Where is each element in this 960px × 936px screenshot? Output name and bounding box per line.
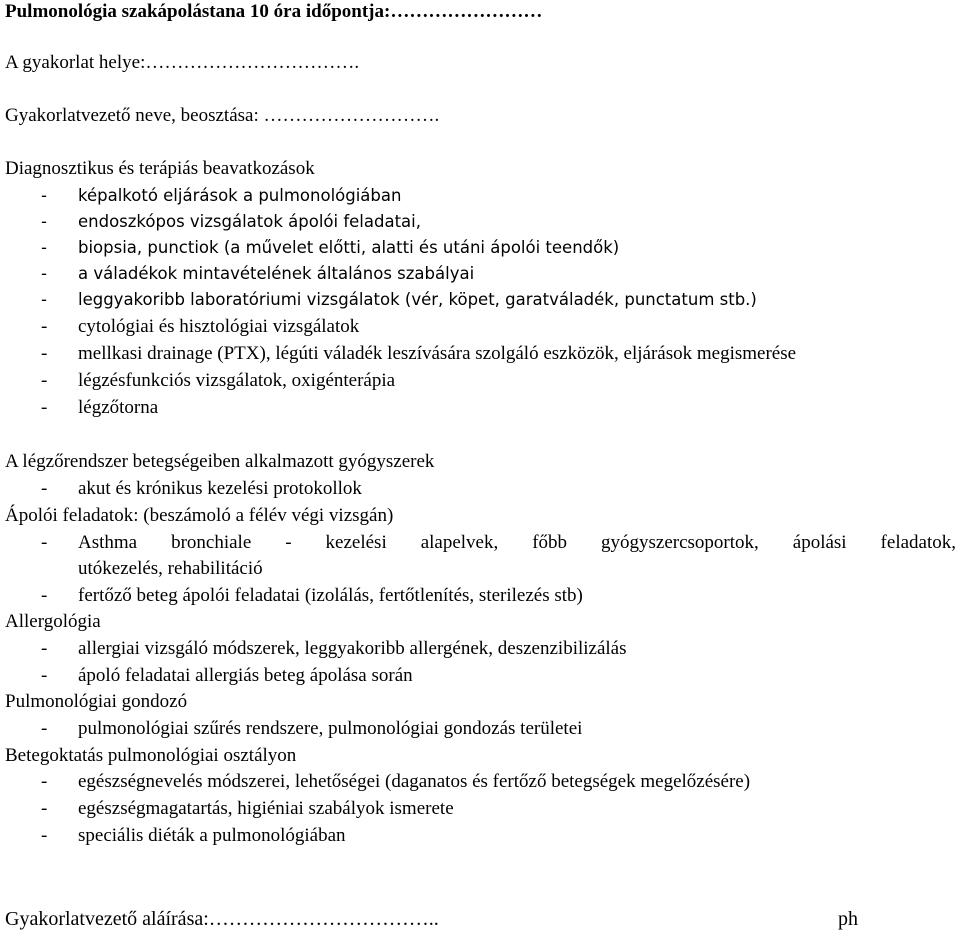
- bullet-dash: -: [41, 397, 48, 418]
- list-item-text: a váladékok mintavételének általános szabályai: [78, 264, 475, 283]
- nursing-heading: Ápolói feladatok: (beszámoló a félév végi vizsgán): [5, 505, 394, 526]
- supervisor-field: Gyakorlatvezető neve, beosztása: ……………………….: [5, 105, 440, 126]
- bullet-dash: -: [41, 585, 48, 606]
- bullet-dash: -: [41, 798, 48, 819]
- list-item-text: allergiai vizsgáló módszerek, leggyakoribb allergének, deszenzibilizálás: [78, 638, 627, 659]
- list-item-text: endoszkópos vizsgálatok ápolói feladatai,: [78, 212, 421, 231]
- bullet-dash: -: [41, 665, 48, 686]
- list-item-text: biopsia, punctiok (a művelet előtti, alatti és utáni ápolói teendők): [78, 238, 620, 257]
- diagnostics-heading: Diagnosztikus és terápiás beavatkozások: [5, 158, 315, 179]
- drugs-heading: A légzőrendszer betegségeiben alkalmazott gyógyszerek: [5, 451, 435, 472]
- list-item-text: egészségnevelés módszerei, lehetőségei (daganatos és fertőző betegségek megelőzésére): [78, 771, 751, 792]
- bullet-dash: -: [41, 186, 47, 205]
- bullet-dash: -: [41, 238, 47, 257]
- bullet-dash: -: [41, 825, 48, 846]
- bullet-dash: -: [41, 478, 48, 499]
- list-item-text: Asthma bronchiale - kezelési alapelvek, főbb gyógyszercsoportok, ápolási feladatok,: [78, 532, 956, 553]
- list-item-text: képalkotó eljárások a pulmonológiában: [78, 186, 402, 205]
- stamp-placeholder: ph: [838, 908, 858, 930]
- allergy-heading: Allergológia: [5, 611, 101, 632]
- list-item-text: utókezelés, rehabilitáció: [78, 558, 263, 579]
- bullet-dash: -: [41, 290, 47, 309]
- bullet-dash: -: [41, 532, 48, 553]
- list-item-text: speciális diéták a pulmonológiában: [78, 825, 346, 846]
- list-item-text: fertőző beteg ápolói feladatai (izolálás, fertőtlenítés, sterilezés stb): [78, 585, 583, 606]
- list-item-text: ápoló feladatai allergiás beteg ápolása során: [78, 665, 413, 686]
- list-item-text: légzésfunkciós vizsgálatok, oxigénterápia: [78, 370, 396, 391]
- bullet-dash: -: [41, 771, 48, 792]
- bullet-dash: -: [41, 264, 47, 283]
- bullet-dash: -: [41, 718, 48, 739]
- bullet-dash: -: [41, 343, 48, 364]
- bullet-dash: -: [41, 316, 48, 337]
- page-title: Pulmonológia szakápolástana 10 óra időpontja:……………………: [5, 1, 543, 22]
- signature-field: Gyakorlatvezető aláírása:……………………………..: [5, 908, 439, 930]
- list-item-text: egészségmagatartás, higiéniai szabályok ismerete: [78, 798, 454, 819]
- education-heading: Betegoktatás pulmonológiai osztályon: [5, 745, 297, 766]
- bullet-dash: -: [41, 638, 48, 659]
- list-item-text: pulmonológiai szűrés rendszere, pulmonológiai gondozás területei: [78, 718, 583, 739]
- list-item-text: akut és krónikus kezelési protokollok: [78, 478, 362, 499]
- pulmo-care-heading: Pulmonológiai gondozó: [5, 691, 188, 712]
- list-item-text: cytológiai és hisztológiai vizsgálatok: [78, 316, 360, 337]
- list-item-text: mellkasi drainage (PTX), légúti váladék leszívására szolgáló eszközök, eljárások megismerése: [78, 343, 797, 364]
- practice-place-field: A gyakorlat helye:…………………………….: [5, 52, 360, 73]
- bullet-dash: -: [41, 370, 48, 391]
- list-item-text: légzőtorna: [78, 397, 159, 418]
- bullet-dash: -: [41, 212, 47, 231]
- list-item-text: leggyakoribb laboratóriumi vizsgálatok (vér, köpet, garatváladék, punctatum stb.): [78, 290, 757, 309]
